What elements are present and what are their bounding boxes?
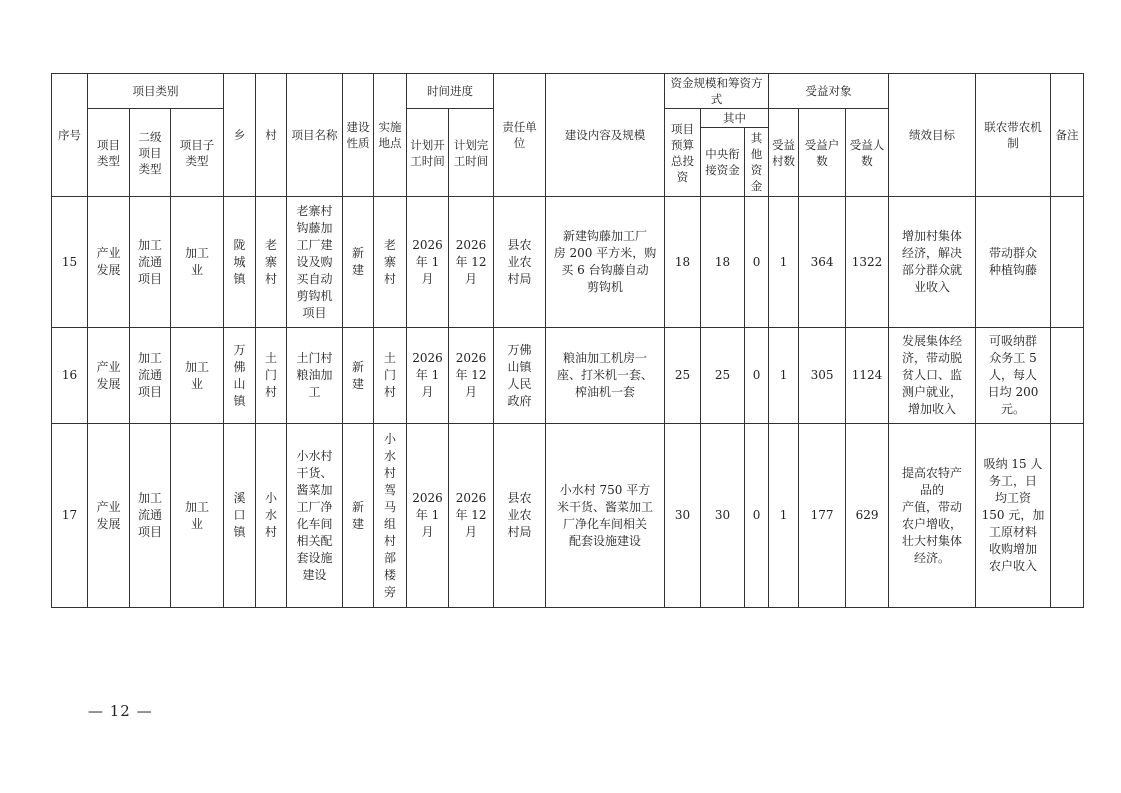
header-other-funds: 其 他 资 金 [745,128,769,197]
header-location: 实施 地点 [374,74,407,197]
cell-village: 土 门 村 [256,328,287,424]
cell-people: 629 [846,424,889,608]
cell-performance: 提高农特产 品的 产值，带动 农户增收， 壮大村集体 经济。 [889,424,976,608]
cell-type: 产业 发展 [88,197,130,328]
table-row [52,328,1084,424]
cell-town: 溪 口 镇 [224,424,256,608]
cell-villages: 1 [769,197,799,328]
cell-people: 1124 [846,328,889,424]
header-responsible: 责任单 位 [494,74,546,197]
header-town: 乡 [224,74,256,197]
cell-seq: 16 [52,328,88,424]
cell-end: 2026 年 12 月 [449,197,494,328]
header-village: 村 [256,74,287,197]
cell-project-name: 土门村 粮油加 工 [287,328,343,424]
cell-other: 0 [745,424,769,608]
cell-town: 陇 城 镇 [224,197,256,328]
cell-households: 364 [799,197,846,328]
cell-subtype: 加工 业 [171,424,224,608]
cell-project-name: 小水村 干货、 酱菜加 工厂净 化车间 相关配 套设施 建设 [287,424,343,608]
header-beneficiary-people: 受益人 数 [846,109,889,197]
cell-town: 万 佛 山 镇 [224,328,256,424]
cell-subtype: 加工 业 [171,328,224,424]
cell-type: 产业 发展 [88,328,130,424]
header-beneficiary-households: 受益户 数 [799,109,846,197]
cell-start: 2026 年 1 月 [407,424,449,608]
cell-start: 2026 年 1 月 [407,328,449,424]
cell-type: 产业 发展 [88,424,130,608]
cell-other: 0 [745,328,769,424]
cell-people: 1322 [846,197,889,328]
cell-total: 30 [665,424,701,608]
cell-village: 小 水 村 [256,424,287,608]
cell-location: 土 门 村 [374,328,407,424]
cell-project-name: 老寨村 钩藤加 工厂建 设及购 买自动 剪钩机 项目 [287,197,343,328]
cell-central: 18 [701,197,745,328]
cell-central: 25 [701,328,745,424]
cell-content: 新建钩藤加工厂 房 200 平方米，购 买 6 台钩藤自动 剪钩机 [546,197,665,328]
header-beneficiary: 受益对象 [769,74,889,109]
cell-remarks [1051,197,1084,328]
header-project-type: 项目 类型 [88,109,130,197]
cell-content: 小水村 750 平方 米干货、酱菜加工 厂净化车间相关 配套设施建设 [546,424,665,608]
header-central-funds: 中央衔 接资金 [701,128,745,197]
cell-central: 30 [701,424,745,608]
cell-remarks [1051,328,1084,424]
cell-end: 2026 年 12 月 [449,424,494,608]
header-end-time: 计划完 工时间 [449,109,494,197]
header-beneficiary-villages: 受益 村数 [769,109,799,197]
header-seq: 序号 [52,74,88,197]
cell-linkage: 可吸纳群 众务工 5 人，每人 日均 200 元。 [976,328,1051,424]
cell-total: 18 [665,197,701,328]
cell-subtype: 加工 业 [171,197,224,328]
cell-linkage: 带动群众 种植钩藤 [976,197,1051,328]
cell-village: 老 寨 村 [256,197,287,328]
header-subtype: 项目子 类型 [171,109,224,197]
cell-content: 粮油加工机房一 座、打米机一套、 榨油机一套 [546,328,665,424]
cell-unit: 万佛 山镇 人民 政府 [494,328,546,424]
cell-households: 305 [799,328,846,424]
cell-seq: 17 [52,424,88,608]
header-performance: 绩效目标 [889,74,976,197]
cell-end: 2026 年 12 月 [449,328,494,424]
cell-type2: 加工 流通 项目 [130,328,171,424]
header-row-1 [52,74,1084,109]
cell-remarks [1051,424,1084,608]
cell-type2: 加工 流通 项目 [130,424,171,608]
header-remarks: 备注 [1051,74,1084,197]
cell-performance: 增加村集体 经济，解决 部分群众就 业收入 [889,197,976,328]
cell-performance: 发展集体经 济，带动脱 贫人口、监 测户就业， 增加收入 [889,328,976,424]
header-content: 建设内容及规模 [546,74,665,197]
cell-seq: 15 [52,197,88,328]
header-build-nature: 建设 性质 [343,74,374,197]
cell-nature: 新 建 [343,328,374,424]
header-total-investment: 项目 预算 总投 资 [665,109,701,197]
cell-villages: 1 [769,424,799,608]
header-of-which: 其中 [701,109,769,128]
cell-type2: 加工 流通 项目 [130,197,171,328]
cell-villages: 1 [769,328,799,424]
cell-other: 0 [745,197,769,328]
cell-location: 小 水 村 驾 马 组 村 部 楼 旁 [374,424,407,608]
cell-location: 老 寨 村 [374,197,407,328]
header-secondary-type: 二级 项目 类型 [130,109,171,197]
header-funding: 资金规模和筹资方 式 [665,74,769,109]
header-linkage: 联农带农机 制 [976,74,1051,197]
table-row [52,197,1084,328]
cell-total: 25 [665,328,701,424]
table-row [52,424,1084,608]
cell-unit: 县农 业农 村局 [494,424,546,608]
cell-start: 2026 年 1 月 [407,197,449,328]
project-table [51,73,1084,608]
header-category: 项目类别 [88,74,224,109]
header-schedule: 时间进度 [407,74,494,109]
header-project-name: 项目名称 [287,74,343,197]
cell-linkage: 吸纳 15 人 务工，日 均工资 150 元，加 工原材料 收购增加 农户收入 [976,424,1051,608]
cell-unit: 县农 业农 村局 [494,197,546,328]
cell-nature: 新 建 [343,197,374,328]
header-start-time: 计划开 工时间 [407,109,449,197]
cell-households: 177 [799,424,846,608]
cell-nature: 新 建 [343,424,374,608]
page-number: — 12 — [88,702,153,720]
